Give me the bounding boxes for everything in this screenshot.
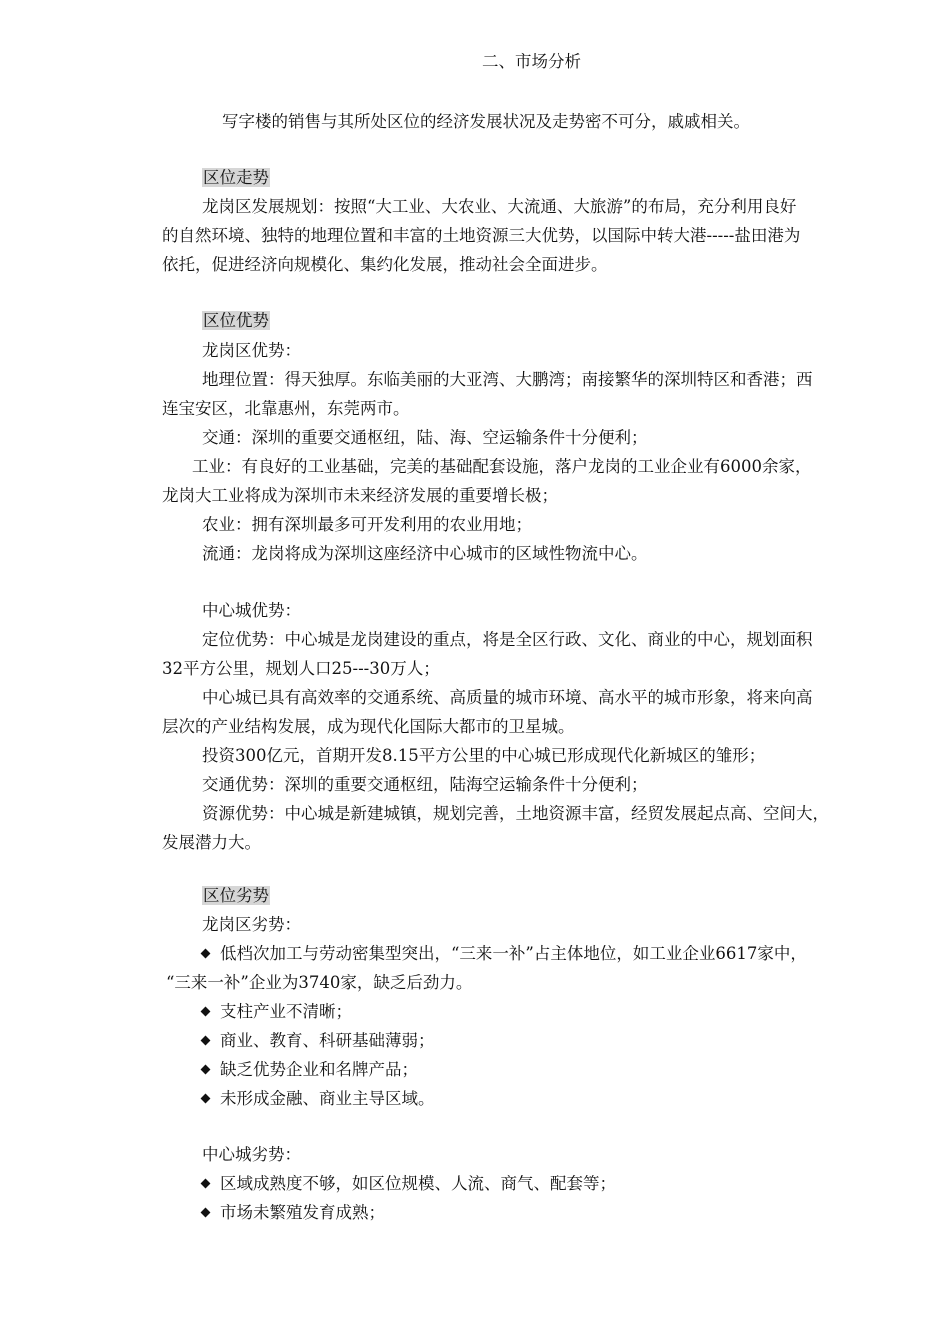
bullet-item: 区域成熟度不够，如区位规模、人流、商气、配套等； <box>202 1170 616 1198</box>
resource-line-2: 发展潜力大。 <box>162 833 261 852</box>
trend-line-2: 的自然环境、独特的地理位置和丰富的土地资源三大优势，以国际中转大港-----盐田港为 <box>162 226 801 245</box>
heading-location-trend: 区位走势 <box>203 168 269 187</box>
bullet-item: 支柱产业不清晰； <box>202 998 352 1026</box>
industry-line-2: 龙岗大工业将成为深圳市未来经济发展的重要增长极； <box>162 486 558 505</box>
resource-line-1: 资源优势：中心城是新建城镇，规划完善，土地资源丰富，经贸发展起点高、空间大， <box>202 804 829 823</box>
heading-location-disadvantage: 区位劣势 <box>203 886 269 905</box>
positioning-line-1: 定位优势：中心城是龙岗建设的重点，将是全区行政、文化、商业的中心，规划面积 <box>202 630 813 649</box>
bullet-item: 市场未繁殖发育成熟； <box>202 1199 385 1227</box>
center-city-disadvantage-label: 中心城劣势： <box>202 1145 301 1164</box>
bullet-diamond-icon <box>201 1208 211 1218</box>
logistics-line: 流通：龙岗将成为深圳这座经济中心城市的区域性物流中心。 <box>202 544 648 563</box>
bullet-item: 缺乏优势企业和名牌产品； <box>202 1056 418 1084</box>
bullet-diamond-icon <box>201 1007 211 1017</box>
trend-line-1: 龙岗区发展规划：按照“大工业、大农业、大流通、大旅游”的布局，充分利用良好 <box>202 197 797 216</box>
bullet-diamond-icon <box>201 1179 211 1189</box>
agriculture-line: 农业：拥有深圳最多可开发利用的农业用地； <box>202 515 532 534</box>
heading-location-advantage: 区位优势 <box>203 311 269 330</box>
geo-line-2: 连宝安区，北靠惠州，东莞两市。 <box>162 399 410 418</box>
city-line-1: 中心城已具有高效率的交通系统、高质量的城市环境、高水平的城市形象，将来向高 <box>202 688 813 707</box>
bullet-item-continuation: “三来一补”企业为3740家，缺乏后劲力。 <box>166 973 473 992</box>
bullet-item: 未形成金融、商业主导区域。 <box>202 1085 435 1113</box>
longgang-advantage-label: 龙岗区优势： <box>202 341 301 360</box>
section-title: 二、市场分析 <box>482 52 581 71</box>
bullet-item: 商业、教育、科研基础薄弱； <box>202 1027 435 1055</box>
positioning-line-2: 32平方公里，规划人口25---30万人； <box>162 659 440 678</box>
bullet-diamond-icon <box>201 1094 211 1104</box>
bullet-item: 低档次加工与劳动密集型突出，“三来一补”占主体地位，如工业企业6617家中， <box>202 940 807 968</box>
industry-line-1: 工业：有良好的工业基础，完美的基础配套设施，落户龙岗的工业企业有6000余家， <box>192 457 812 476</box>
center-city-advantage-label: 中心城优势： <box>202 601 301 620</box>
longgang-disadvantage-label: 龙岗区劣势： <box>202 915 301 934</box>
investment-line: 投资300亿元，首期开发8.15平方公里的中心城已形成现代化新城区的雏形； <box>202 746 766 765</box>
geo-line-1: 地理位置：得天独厚。东临美丽的大亚湾、大鹏湾；南接繁华的深圳特区和香港；西 <box>202 370 813 389</box>
intro-paragraph: 写字楼的销售与其所处区位的经济发展状况及走势密不可分，戚戚相关。 <box>222 112 750 131</box>
bullet-diamond-icon <box>201 949 211 959</box>
trend-line-3: 依托，促进经济向规模化、集约化发展，推动社会全面进步。 <box>162 255 608 274</box>
bullet-diamond-icon <box>201 1036 211 1046</box>
bullet-diamond-icon <box>201 1065 211 1075</box>
traffic-line: 交通：深圳的重要交通枢纽，陆、海、空运输条件十分便利； <box>202 428 648 447</box>
city-line-2: 层次的产业结构发展，成为现代化国际大都市的卫星城。 <box>162 717 575 736</box>
traffic-advantage-line: 交通优势：深圳的重要交通枢纽，陆海空运输条件十分便利； <box>202 775 648 794</box>
